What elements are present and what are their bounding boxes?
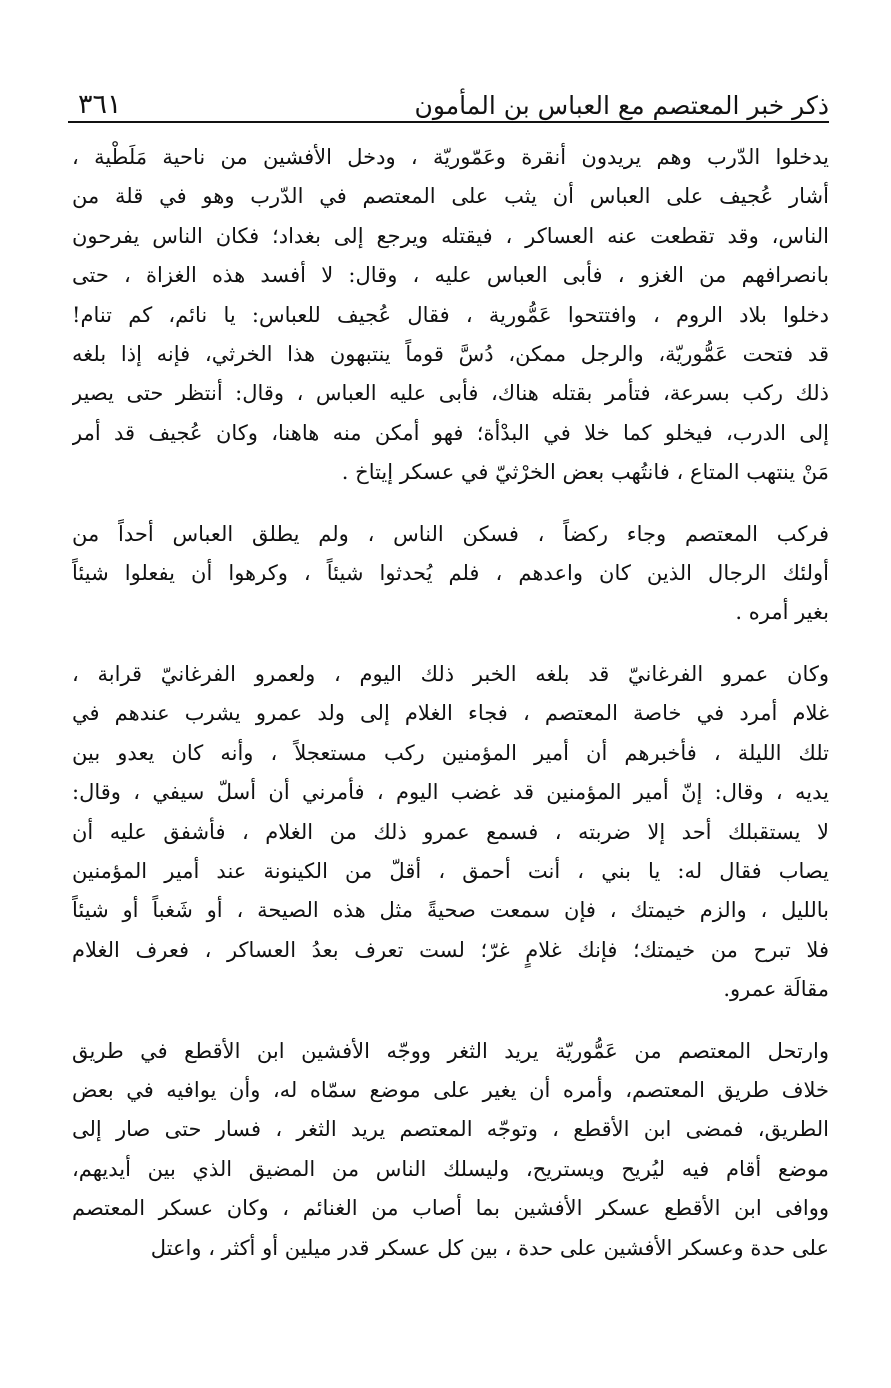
text-line: دخلوا بلاد الروم ، وافتتحوا عَمُّورية ، فقال عُجيف للعباس: يا نائم، كم تنام! (72, 302, 829, 327)
text-line: إلى الدرب، فيخلو كما خلا في البدْأة؛ فهو أمكن منه هاهنا، وكان عُجيف قد أمر (72, 420, 829, 445)
paragraph (72, 655, 829, 1010)
text-line: وارتحل المعتصم من عَمُّوريّة يريد الثغر ووجّه الأفشين ابن الأقطع في طريق (72, 1038, 829, 1063)
text-line: قد فتحت عَمُّوريّة، والرجل ممكن، دُسَّ قوماً ينتبهون هذا الخرثي، فإنه إذا بلغه (72, 342, 829, 367)
page-number: ٣٦١ (78, 89, 122, 120)
paragraph (72, 1032, 829, 1268)
text-line: يديه ، وقال: إنّ أمير المؤمنين قد غضب اليوم ، فأمرني أن أسلّ سيفي ، وقال: (72, 780, 829, 805)
text-line: أشار عُجيف على العباس أن يثب على المعتصم في الدّرب وهو في قلة من (72, 184, 829, 209)
text-line: يدخلوا الدّرب وهم يريدون أنقرة وعَمّوريّة ، ودخل الأفشين من ناحية مَلَطْية ، (72, 145, 829, 169)
text-line: تلك الليلة ، فأخبرهم أن أمير المؤمنين ركب مستعجلاً ، وأنه كان يعدو بين (72, 740, 829, 765)
text-line: خلاف طريق المعتصم، وأمره أن يغير على موضع سمّاه له، وأن يوافيه في بعض (72, 1077, 829, 1102)
text-line: بانصرافهم من الغزو ، فأبى العباس عليه ، وقال: لا أفسد هذه الغزاة ، حتى (72, 263, 829, 288)
text-line: مَنْ ينتهب المتاع ، فانتُهب بعض الخرْثيّ في عسكر إيتاخ . (341, 460, 829, 485)
text-line: لا يستقبلك أحد إلا ضربته ، فسمع عمرو ذلك من الغلام ، فأشفق عليه أن (72, 819, 829, 844)
text-line: الناس، وقد تقطعت عنه العساكر ، فيقتله ويرجع إلى بغداد؛ فكان الناس يفرحون (72, 223, 829, 248)
text-line: ووافى ابن الأقطع عسكر الأفشين بما أصاب من الغنائم ، وكان عسكر المعتصم (72, 1196, 829, 1221)
text-line: مقالَة عمرو. (723, 977, 829, 1002)
text-line: وكان عمرو الفرغانيّ قد بلغه الخبر ذلك اليوم ، ولعمرو الفرغانيّ قرابة ، (72, 661, 829, 686)
text-line: الطريق، فمضى ابن الأقطع ، وتوجّه المعتصم يريد الثغر ، فسار حتى صار إلى (72, 1117, 829, 1142)
text-line: على حدة وعسكر الأفشين على حدة ، بين كل عسكر قدر ميلين أو أكثر ، واعتل (150, 1235, 829, 1260)
text-line: بالليل ، والزم خيمتك ، فإن سمعت صحيةً مثل هذه الصيحة ، أو شَغباً أو شيئاً (72, 898, 829, 923)
text-line: أولئك الرجال الذين كان واعدهم ، فلم يُحدثوا شيئاً ، وكرهوا أن يفعلوا شيئاً (72, 561, 829, 586)
paragraph (72, 515, 829, 633)
running-title: ذكر خبر المعتصم مع العباس بن المأمون (414, 91, 829, 120)
header-rule (68, 121, 829, 123)
text-line: يصاب فقال له: يا بني ، أنت أحمق ، أقلّ من الكينونة عند أمير المؤمنين (72, 858, 829, 883)
page-body (72, 138, 829, 1268)
text-line: بغير أمره . (735, 600, 829, 625)
text-line: فركب المعتصم وجاء ركضاً ، فسكن الناس ، ولم يطلق العباس أحداً من (72, 521, 829, 546)
paragraph (72, 138, 829, 493)
text-line: موضع أقام فيه ليُريح ويستريح، وليسلك الناس من المضيق الذي بين أيديهم، (72, 1156, 829, 1181)
text-line: فلا تبرح من خيمتك؛ فإنك غلامٍ غرّ؛ لست تعرف بعدُ العساكر ، فعرف الغلام (72, 937, 829, 962)
text-line: ذلك ركب بسرعة، فتأمر بقتله هناك، فأبى عليه العباس ، وقال: أنتظر حتى يصير (72, 381, 829, 406)
page-header (78, 70, 829, 118)
text-line: غلام أمرد في خاصة المعتصم ، فجاء الغلام إلى ولد عمرو يشرب عندهم في (72, 701, 829, 726)
